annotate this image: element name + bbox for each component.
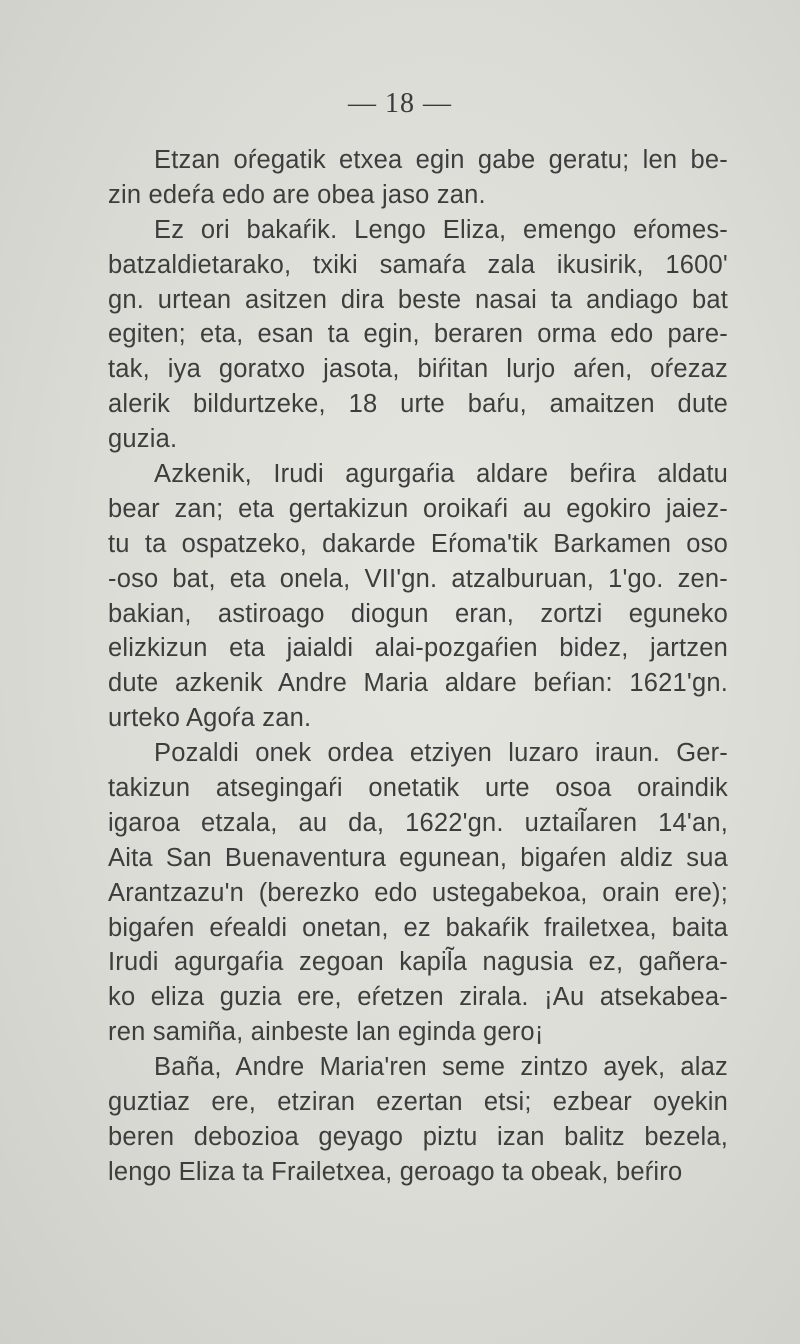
text-line: takizun atsegingaŕi onetatik urte osoa oraindik <box>108 774 728 803</box>
paragraph <box>108 213 728 457</box>
text-line: beren debozioa geyago piztu izan balitz bezela, <box>108 1122 728 1151</box>
text-line: egiten; eta, esan ta egin, beraren orma edo pare- <box>108 320 728 349</box>
text-line: alerik bildurtzeke, 18 urte baŕu, amaitzen dute <box>108 390 728 419</box>
text-line: bear zan; eta gertakizun oroikaŕi au egokiro jaiez- <box>108 494 728 523</box>
text-line: urteko Agoŕa zan. <box>108 704 312 733</box>
text-line: Ez ori bakaŕik. Lengo Eliza, emengo eŕomes- <box>154 215 728 244</box>
text-line: dute azkenik Andre Maria aldare beŕian: 1621'gn. <box>108 669 728 698</box>
text-line: lengo Eliza ta Frailetxea, geroago ta obeak, beŕiro <box>108 1157 683 1186</box>
text-line: guzia. <box>108 425 178 454</box>
text-line: Irudi agurgaŕia zegoan kapil̃a nagusia ez, gañera- <box>108 948 728 977</box>
text-line: zin edeŕa edo are obea jaso zan. <box>108 180 486 209</box>
text-line: bakian, astiroago diogun eran, zortzi eguneko <box>108 599 728 628</box>
text-line: Azkenik, Irudi agurgaŕia aldare beŕira aldatu <box>154 460 728 489</box>
text-line: Aita San Buenaventura egunean, bigaŕen aldiz sua <box>108 843 728 872</box>
text-line: Etzan oŕegatik etxea egin gabe geratu; len be- <box>154 146 728 174</box>
paragraph <box>108 1050 728 1190</box>
text-line: tu ta ospatzeko, dakarde Eŕoma'tik Barkamen oso <box>108 529 728 558</box>
text-line: -oso bat, eta onela, VII'gn. atzalburuan, 1'go. zen- <box>108 564 728 593</box>
text-line: gn. urtean asitzen dira beste nasai ta andiago bat <box>108 285 728 314</box>
text-line: ko eliza guzia ere, eŕetzen zirala. ¡Au atsekabea- <box>108 983 728 1012</box>
body-text <box>108 143 728 1190</box>
text-line: Pozaldi onek ordea etziyen luzaro iraun. Ger- <box>154 739 728 768</box>
text-line: ren samiña, ainbeste lan eginda gero¡ <box>108 1018 544 1047</box>
text-line: Baña, Andre Maria'ren seme zintzo ayek, alaz <box>154 1053 728 1082</box>
paragraph <box>108 457 728 736</box>
page-number: — 18 — <box>348 88 452 119</box>
text-line: elizkizun eta jaialdi alai-pozgaŕien bidez, jartzen <box>108 634 728 663</box>
paragraph <box>108 736 728 1050</box>
text-line: igaroa etzala, au da, 1622'gn. uztail̃aren 14'an, <box>108 808 728 837</box>
paragraph <box>108 143 728 213</box>
text-line: bigaŕen eŕealdi onetan, ez bakaŕik frailetxea, baita <box>108 913 728 942</box>
text-line: tak, iya goratxo jasota, biŕitan lurjo aŕen, oŕezaz <box>108 355 728 384</box>
text-line: batzaldietarako, txiki samaŕa zala ikusirik, 1600' <box>108 250 728 279</box>
text-line: guztiaz ere, etziran ezertan etsi; ezbear oyekin <box>108 1088 728 1117</box>
text-line: Arantzazu'n (berezko edo ustegabekoa, orain ere); <box>108 878 728 907</box>
